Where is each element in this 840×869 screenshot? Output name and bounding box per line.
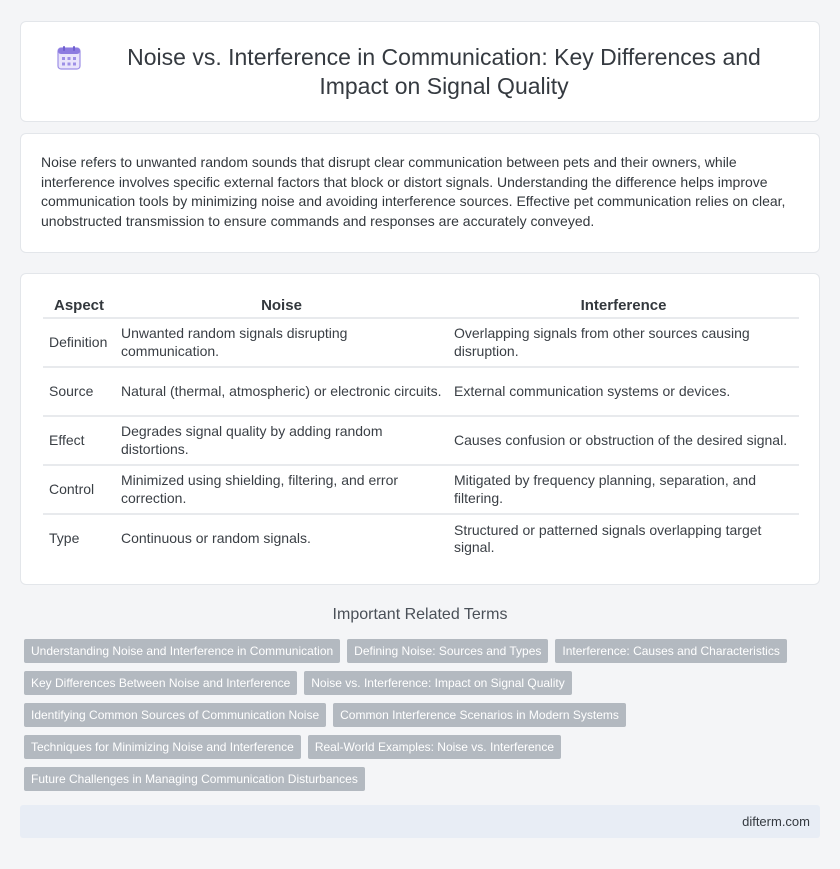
related-term-tag[interactable]: Real-World Examples: Noise vs. Interference: [308, 735, 561, 759]
tag-row: [24, 639, 824, 663]
header-card: [20, 21, 820, 122]
table-row: [43, 465, 799, 514]
tag-row: [24, 671, 824, 695]
tag-row: [24, 703, 824, 727]
related-term-tag[interactable]: Interference: Causes and Characteristics: [555, 639, 786, 663]
related-term-tag[interactable]: Common Interference Scenarios in Modern Systems: [333, 703, 626, 727]
table-cell-aspect: Source: [43, 367, 115, 416]
related-term-tag[interactable]: Key Differences Between Noise and Interference: [24, 671, 297, 695]
related-terms-list: [24, 639, 824, 799]
table-cell-noise: Natural (thermal, atmospheric) or electronic circuits.: [115, 367, 448, 416]
table-row: [43, 416, 799, 465]
related-term-tag[interactable]: Noise vs. Interference: Impact on Signal Quality: [304, 671, 571, 695]
intro-paragraph: Noise refers to unwanted random sounds that disrupt clear communication between pets and their owners, while interference involves specific external factors that block or distort signals. Understanding the difference helps improve communication tools by minimizing noise and avoiding interference sources. Effective pet communication relies on clear, unobstructed transmission to ensure commands and responses are accurately conveyed.: [41, 154, 786, 229]
table-cell-aspect: Definition: [43, 318, 115, 367]
column-header-noise: Noise: [261, 297, 302, 314]
table-row: [43, 318, 799, 367]
table-cell-interference: Mitigated by frequency planning, separation, and filtering.: [448, 465, 799, 514]
table-cell-interference: Causes confusion or obstruction of the desired signal.: [448, 416, 799, 465]
table-cell-noise: Degrades signal quality by adding random distortions.: [115, 416, 448, 465]
comparison-table: [43, 294, 799, 563]
related-term-tag[interactable]: Techniques for Minimizing Noise and Interference: [24, 735, 301, 759]
table-cell-interference: Structured or patterned signals overlapping target signal.: [448, 514, 799, 563]
table-cell-noise: Unwanted random signals disrupting communication.: [115, 318, 448, 367]
table-row: [43, 367, 799, 416]
footer-bar: [20, 805, 820, 838]
table-cell-noise: Minimized using shielding, filtering, and error correction.: [115, 465, 448, 514]
comparison-table-card: [20, 273, 820, 585]
table-header-row: [43, 294, 799, 318]
intro-card: [20, 133, 820, 253]
calendar-icon: [56, 45, 82, 71]
related-terms-heading: Important Related Terms: [332, 606, 508, 623]
table-row: [43, 514, 799, 563]
related-term-tag[interactable]: Understanding Noise and Interference in Communication: [24, 639, 340, 663]
footer-brand-link[interactable]: difterm.com: [742, 814, 810, 829]
page-title: Noise vs. Interference in Communication: Key Differences and Impact on Signal Quality: [127, 43, 761, 99]
column-header-aspect: Aspect: [53, 297, 105, 314]
table-cell-aspect: Type: [43, 514, 115, 563]
table-cell-interference: External communication systems or devices.: [448, 367, 799, 416]
related-term-tag[interactable]: Identifying Common Sources of Communication Noise: [24, 703, 326, 727]
tag-row: [24, 767, 824, 791]
table-cell-aspect: Control: [43, 465, 115, 514]
related-term-tag[interactable]: Future Challenges in Managing Communication Disturbances: [24, 767, 365, 791]
column-header-interference: Interference: [580, 297, 667, 314]
table-cell-aspect: Effect: [43, 416, 115, 465]
table-cell-noise: Continuous or random signals.: [115, 514, 448, 563]
tag-row: [24, 735, 824, 759]
table-cell-interference: Overlapping signals from other sources causing disruption.: [448, 318, 799, 367]
related-term-tag[interactable]: Defining Noise: Sources and Types: [347, 639, 548, 663]
